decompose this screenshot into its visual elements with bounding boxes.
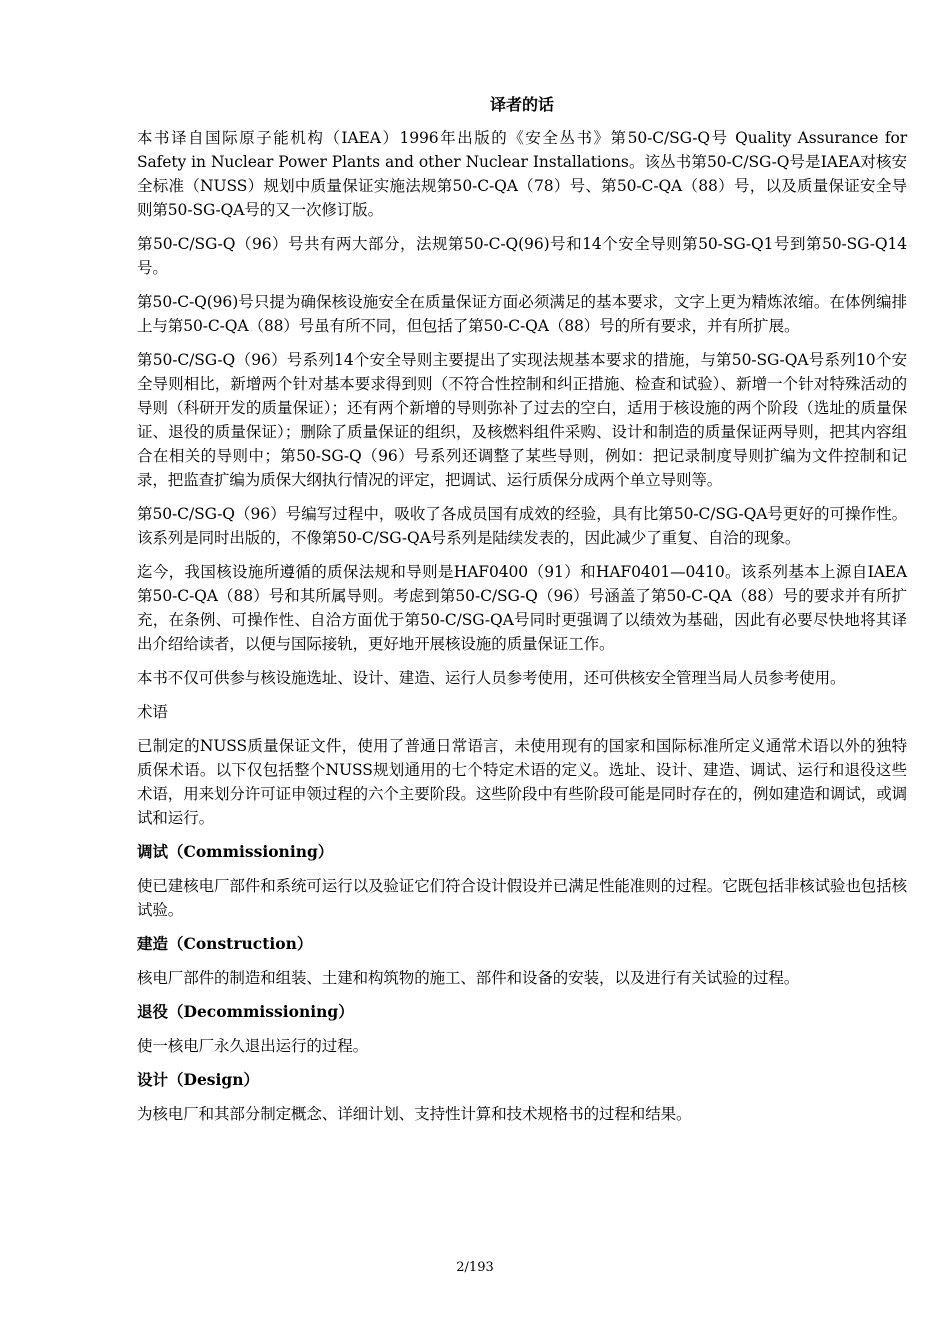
term-definition-design: 为核电厂和其部分制定概念、详细计划、支持性计算和技术规格书的过程和结果。 — [137, 1105, 692, 1123]
paragraph-intro-2: 第50-C/SG-Q（96）号共有两大部分，法规第50-C-Q(96)号和14个安全导则第50-SG-Q1号到第50-SG-Q14号。 — [137, 235, 907, 277]
term-title-design: 设计（Design） — [137, 1070, 260, 1089]
term-title-decommissioning: 退役（Decommissioning） — [137, 1002, 354, 1021]
paragraph-intro-1: 本书译自国际原子能机构（IAEA）1996年出版的《安全丛书》第50-C/SG-Q号 Quality Assurance for Safety in Nuclear Power Plants and other Nuclear Installations。该丛书第50-C/SG-Q号是IAEA对核安全标准（NUSS）规划中质量保证实施法规第50-C-QA（78）号、第50-C-QA（88）号，以及质量保证安全导则第50-SG-QA号的又一次修订版。 — [137, 129, 907, 219]
page-title: 译者的话 — [489, 95, 554, 114]
term-definition-construction: 核电厂部件的制造和组装、土建和构筑物的施工、部件和设备的安装，以及进行有关试验的过程。 — [137, 969, 800, 987]
term-definition-commissioning: 使已建核电厂部件和系统可运行以及验证它们符合设计假设并已满足性能准则的过程。它既包括非核试验也包括核试验。 — [137, 877, 908, 919]
paragraph-intro-7: 本书不仅可供参与核设施选址、设计、建造、运行人员参考使用，还可供核安全管理当局人员参考使用。 — [137, 669, 846, 687]
term-title-construction: 建造（Construction） — [137, 934, 313, 953]
paragraph-intro-4: 第50-C/SG-Q（96）号系列14个安全导则主要提出了实现法规基本要求的措施，与第50-SG-QA号系列10个安全导则相比，新增两个针对基本要求得到则（不符合性控制和纠正措施、检查和试验）、新增一个针对特殊活动的导则（科研开发的质量保证）；还有两个新增的导则弥补了过去的空白，适用于核设施的两个阶段（选址的质量保证、退役的质量保证）；删除了质量保证的组织，及核燃料组件采购、设计和制造的质量保证两导则，把其内容组合在相关的导则中；第50-SG-Q（96）号系列还调整了某些导则，例如：把记录制度导则扩编为文件控制和记录，把监查扩编为质保大纲执行情况的评定，把调试、运行质保分成两个单立导则等。 — [137, 351, 907, 489]
term-title-commissioning: 调试（Commissioning） — [137, 842, 334, 861]
paragraph-intro-5: 第50-C/SG-Q（96）号编写过程中，吸收了各成员国有成效的经验，具有比第50-C/SG-QA号更好的可操作性。该系列是同时出版的，不像第50-C/SG-QA号系列是陆续发表的，因此减少了重复、自洽的现象。 — [137, 505, 907, 547]
terms-intro: 已制定的NUSS质量保证文件，使用了普通日常语言，未使用现有的国家和国际标准所定义通常术语以外的独特质保术语。以下仅包括整个NUSS规划通用的七个特定术语的定义。选址、设计、建造、调试、运行和退役这些术语，用来划分许可证申领过程的六个主要阶段。这些阶段中有些阶段可能是同时存在的，例如建造和调试，或调试和运行。 — [137, 737, 908, 827]
document-page — [137, 94, 907, 1136]
terms-heading: 术语 — [137, 703, 168, 721]
paragraph-intro-6: 迄今，我国核设施所遵循的质保法规和导则是HAF0400（91）和HAF0401—0410。该系列基本上源自IAEA第50-C-QA（88）号和其所属导则。考虑到第50-C/SG-Q（96）号涵盖了第50-C-QA（88）号的要求并有所扩充，在条例、可操作性、自洽方面优于第50-C/SG-QA号同时更强调了以绩效为基础，因此有必要尽快地将其译出介绍给读者，以便与国际接轨，更好地开展核设施的质量保证工作。 — [137, 563, 907, 653]
page-number: 2/193 — [456, 1260, 494, 1275]
term-definition-decommissioning: 使一核电厂永久退出运行的过程。 — [137, 1037, 369, 1055]
paragraph-intro-3: 第50-C-Q(96)号只提为确保核设施安全在质量保证方面必须满足的基本要求，文字上更为精炼浓缩。在体例编排上与第50-C-QA（88）号虽有所不同，但包括了第50-C-QA（88）号的所有要求，并有所扩展。 — [137, 293, 907, 335]
